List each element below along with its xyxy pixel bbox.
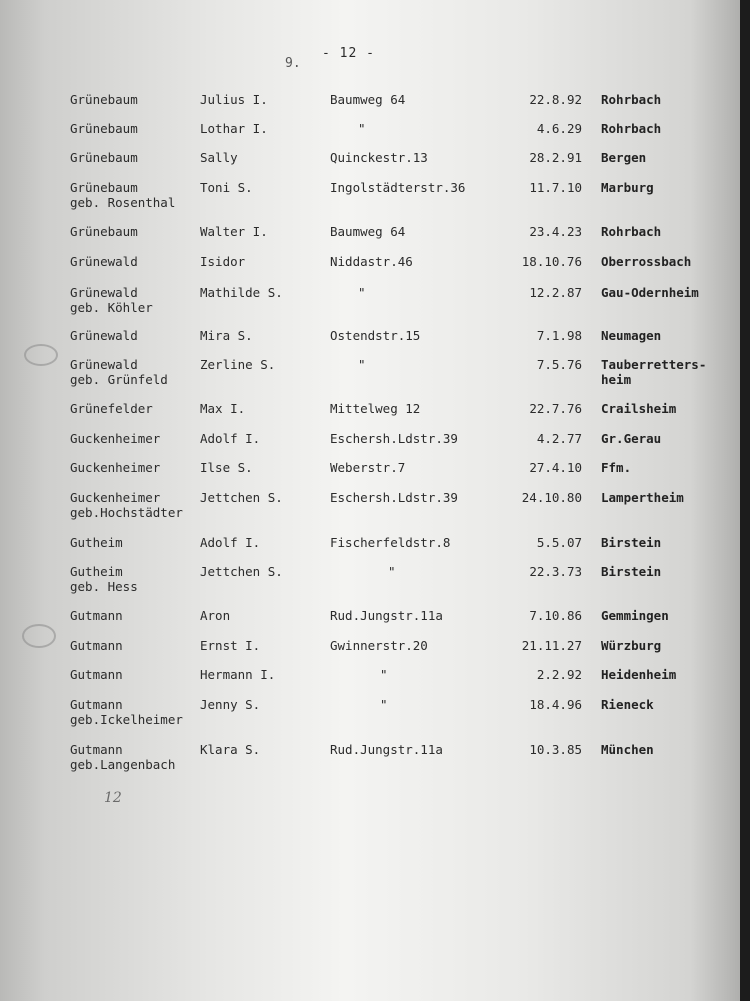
birth-place: Gau-Odernheim (601, 285, 699, 300)
birth-place: Neumagen (601, 328, 662, 343)
birth-place: Rohrbach (601, 121, 662, 136)
first-name: Walter I. (200, 224, 268, 239)
first-name: Isidor (200, 254, 246, 269)
maiden-name: geb.Langenbach (70, 757, 176, 772)
list-item (0, 608, 740, 638)
surname: Grünebaum (70, 180, 138, 195)
list-item (0, 431, 740, 461)
address: Ostendstr.15 (330, 328, 421, 343)
birth-date: 10.3.85 (529, 742, 582, 757)
birth-date: 11.7.10 (529, 180, 582, 195)
birth-date: 28.2.91 (529, 150, 582, 165)
list-item (0, 224, 740, 254)
list-item (0, 150, 740, 180)
address: " (380, 697, 388, 712)
birth-date: 22.3.73 (529, 564, 582, 579)
birth-place: Rohrbach (601, 224, 662, 239)
first-name: Lothar I. (200, 121, 268, 136)
list-item (0, 121, 740, 151)
birth-place: Gr.Gerau (601, 431, 662, 446)
first-name: Zerline S. (200, 357, 276, 372)
address: Ingolstädterstr.36 (330, 180, 466, 195)
address: " (388, 564, 396, 579)
maiden-name: geb.Ickelheimer (70, 712, 183, 727)
surname: Grünebaum (70, 150, 138, 165)
address: " (358, 357, 366, 372)
birth-place: Lampertheim (601, 490, 684, 505)
address: Quinckestr.13 (330, 150, 428, 165)
birth-date: 21.11.27 (521, 638, 582, 653)
surname: Gutmann (70, 742, 123, 757)
birth-date: 18.4.96 (529, 697, 582, 712)
first-name: Adolf I. (200, 535, 261, 550)
birth-date: 7.1.98 (536, 328, 582, 343)
address: Rud.Jungstr.11a (330, 608, 443, 623)
surname: Grünefelder (70, 401, 153, 416)
address: " (380, 667, 388, 682)
birth-date: 22.7.76 (529, 401, 582, 416)
first-name: Ernst I. (200, 638, 261, 653)
list-item (0, 357, 740, 393)
birth-place: Bergen (601, 150, 647, 165)
birth-place-continued: heim (601, 372, 632, 387)
list-item (0, 92, 740, 122)
surname: Grünewald (70, 254, 138, 269)
list-item (0, 667, 740, 697)
birth-date: 23.4.23 (529, 224, 582, 239)
surname: Guckenheimer (70, 490, 161, 505)
birth-place: Marburg (601, 180, 654, 195)
birth-date: 22.8.92 (529, 92, 582, 107)
address: Eschersh.Ldstr.39 (330, 490, 458, 505)
maiden-name: geb.Hochstädter (70, 505, 183, 520)
address: Mittelweg 12 (330, 401, 421, 416)
list-item (0, 285, 740, 321)
birth-date: 2.2.92 (536, 667, 582, 682)
first-name: Klara S. (200, 742, 261, 757)
page-mark: 9. (285, 56, 301, 71)
birth-date: 5.5.07 (536, 535, 582, 550)
birth-place: Tauberretters- (601, 357, 707, 372)
address: Fischerfeldstr.8 (330, 535, 451, 550)
address: Weberstr.7 (330, 460, 406, 475)
surname: Grünebaum (70, 92, 138, 107)
first-name: Jettchen S. (200, 490, 283, 505)
surname: Grünewald (70, 357, 138, 372)
maiden-name: geb. Grünfeld (70, 372, 168, 387)
address: Baumweg 64 (330, 92, 406, 107)
birth-date: 24.10.80 (521, 490, 582, 505)
address: Eschersh.Ldstr.39 (330, 431, 458, 446)
handwritten-note: 12 (104, 790, 122, 806)
surname: Gutmann (70, 608, 123, 623)
list-item (0, 535, 740, 565)
first-name: Toni S. (200, 180, 253, 195)
list-item (0, 564, 740, 600)
first-name: Jettchen S. (200, 564, 283, 579)
surname: Gutmann (70, 638, 123, 653)
address: Gwinnerstr.20 (330, 638, 428, 653)
birth-date: 12.2.87 (529, 285, 582, 300)
birth-place: Oberrossbach (601, 254, 692, 269)
birth-date: 18.10.76 (521, 254, 582, 269)
maiden-name: geb. Köhler (70, 300, 153, 315)
birth-date: 4.2.77 (536, 431, 582, 446)
birth-place: Heidenheim (601, 667, 677, 682)
first-name: Julius I. (200, 92, 268, 107)
birth-place: Gemmingen (601, 608, 669, 623)
address: " (358, 285, 366, 300)
maiden-name: geb. Hess (70, 579, 138, 594)
surname: Grünewald (70, 285, 138, 300)
birth-place: Würzburg (601, 638, 662, 653)
birth-place: Birstein (601, 564, 662, 579)
surname: Grünebaum (70, 224, 138, 239)
address: Rud.Jungstr.11a (330, 742, 443, 757)
first-name: Ilse S. (200, 460, 253, 475)
first-name: Sally (200, 150, 238, 165)
list-item (0, 638, 740, 668)
address: " (358, 121, 366, 136)
surname: Gutheim (70, 535, 123, 550)
list-item (0, 328, 740, 358)
surname: Grünebaum (70, 121, 138, 136)
surname: Gutmann (70, 697, 123, 712)
birth-date: 7.10.86 (529, 608, 582, 623)
list-item (0, 490, 740, 526)
maiden-name: geb. Rosenthal (70, 195, 176, 210)
first-name: Max I. (200, 401, 246, 416)
address: Niddastr.46 (330, 254, 413, 269)
birth-place: Crailsheim (601, 401, 677, 416)
list-item (0, 697, 740, 733)
first-name: Aron (200, 608, 231, 623)
surname: Guckenheimer (70, 460, 161, 475)
list-item (0, 254, 740, 284)
list-item (0, 180, 740, 216)
list-item (0, 401, 740, 431)
birth-place: Birstein (601, 535, 662, 550)
first-name: Mathilde S. (200, 285, 283, 300)
address: Baumweg 64 (330, 224, 406, 239)
birth-date: 7.5.76 (536, 357, 582, 372)
surname: Gutmann (70, 667, 123, 682)
list-item (0, 742, 740, 778)
list-item (0, 460, 740, 490)
birth-place: Rieneck (601, 697, 654, 712)
first-name: Adolf I. (200, 431, 261, 446)
page-edge-shadow (740, 0, 750, 1001)
birth-date: 27.4.10 (529, 460, 582, 475)
first-name: Mira S. (200, 328, 253, 343)
surname: Grünewald (70, 328, 138, 343)
first-name: Hermann I. (200, 667, 276, 682)
surname: Guckenheimer (70, 431, 161, 446)
first-name: Jenny S. (200, 697, 261, 712)
birth-place: Rohrbach (601, 92, 662, 107)
surname: Gutheim (70, 564, 123, 579)
birth-place: Ffm. (601, 460, 632, 475)
birth-date: 4.6.29 (536, 121, 582, 136)
birth-place: München (601, 742, 654, 757)
page-number: - 12 - (322, 46, 375, 61)
